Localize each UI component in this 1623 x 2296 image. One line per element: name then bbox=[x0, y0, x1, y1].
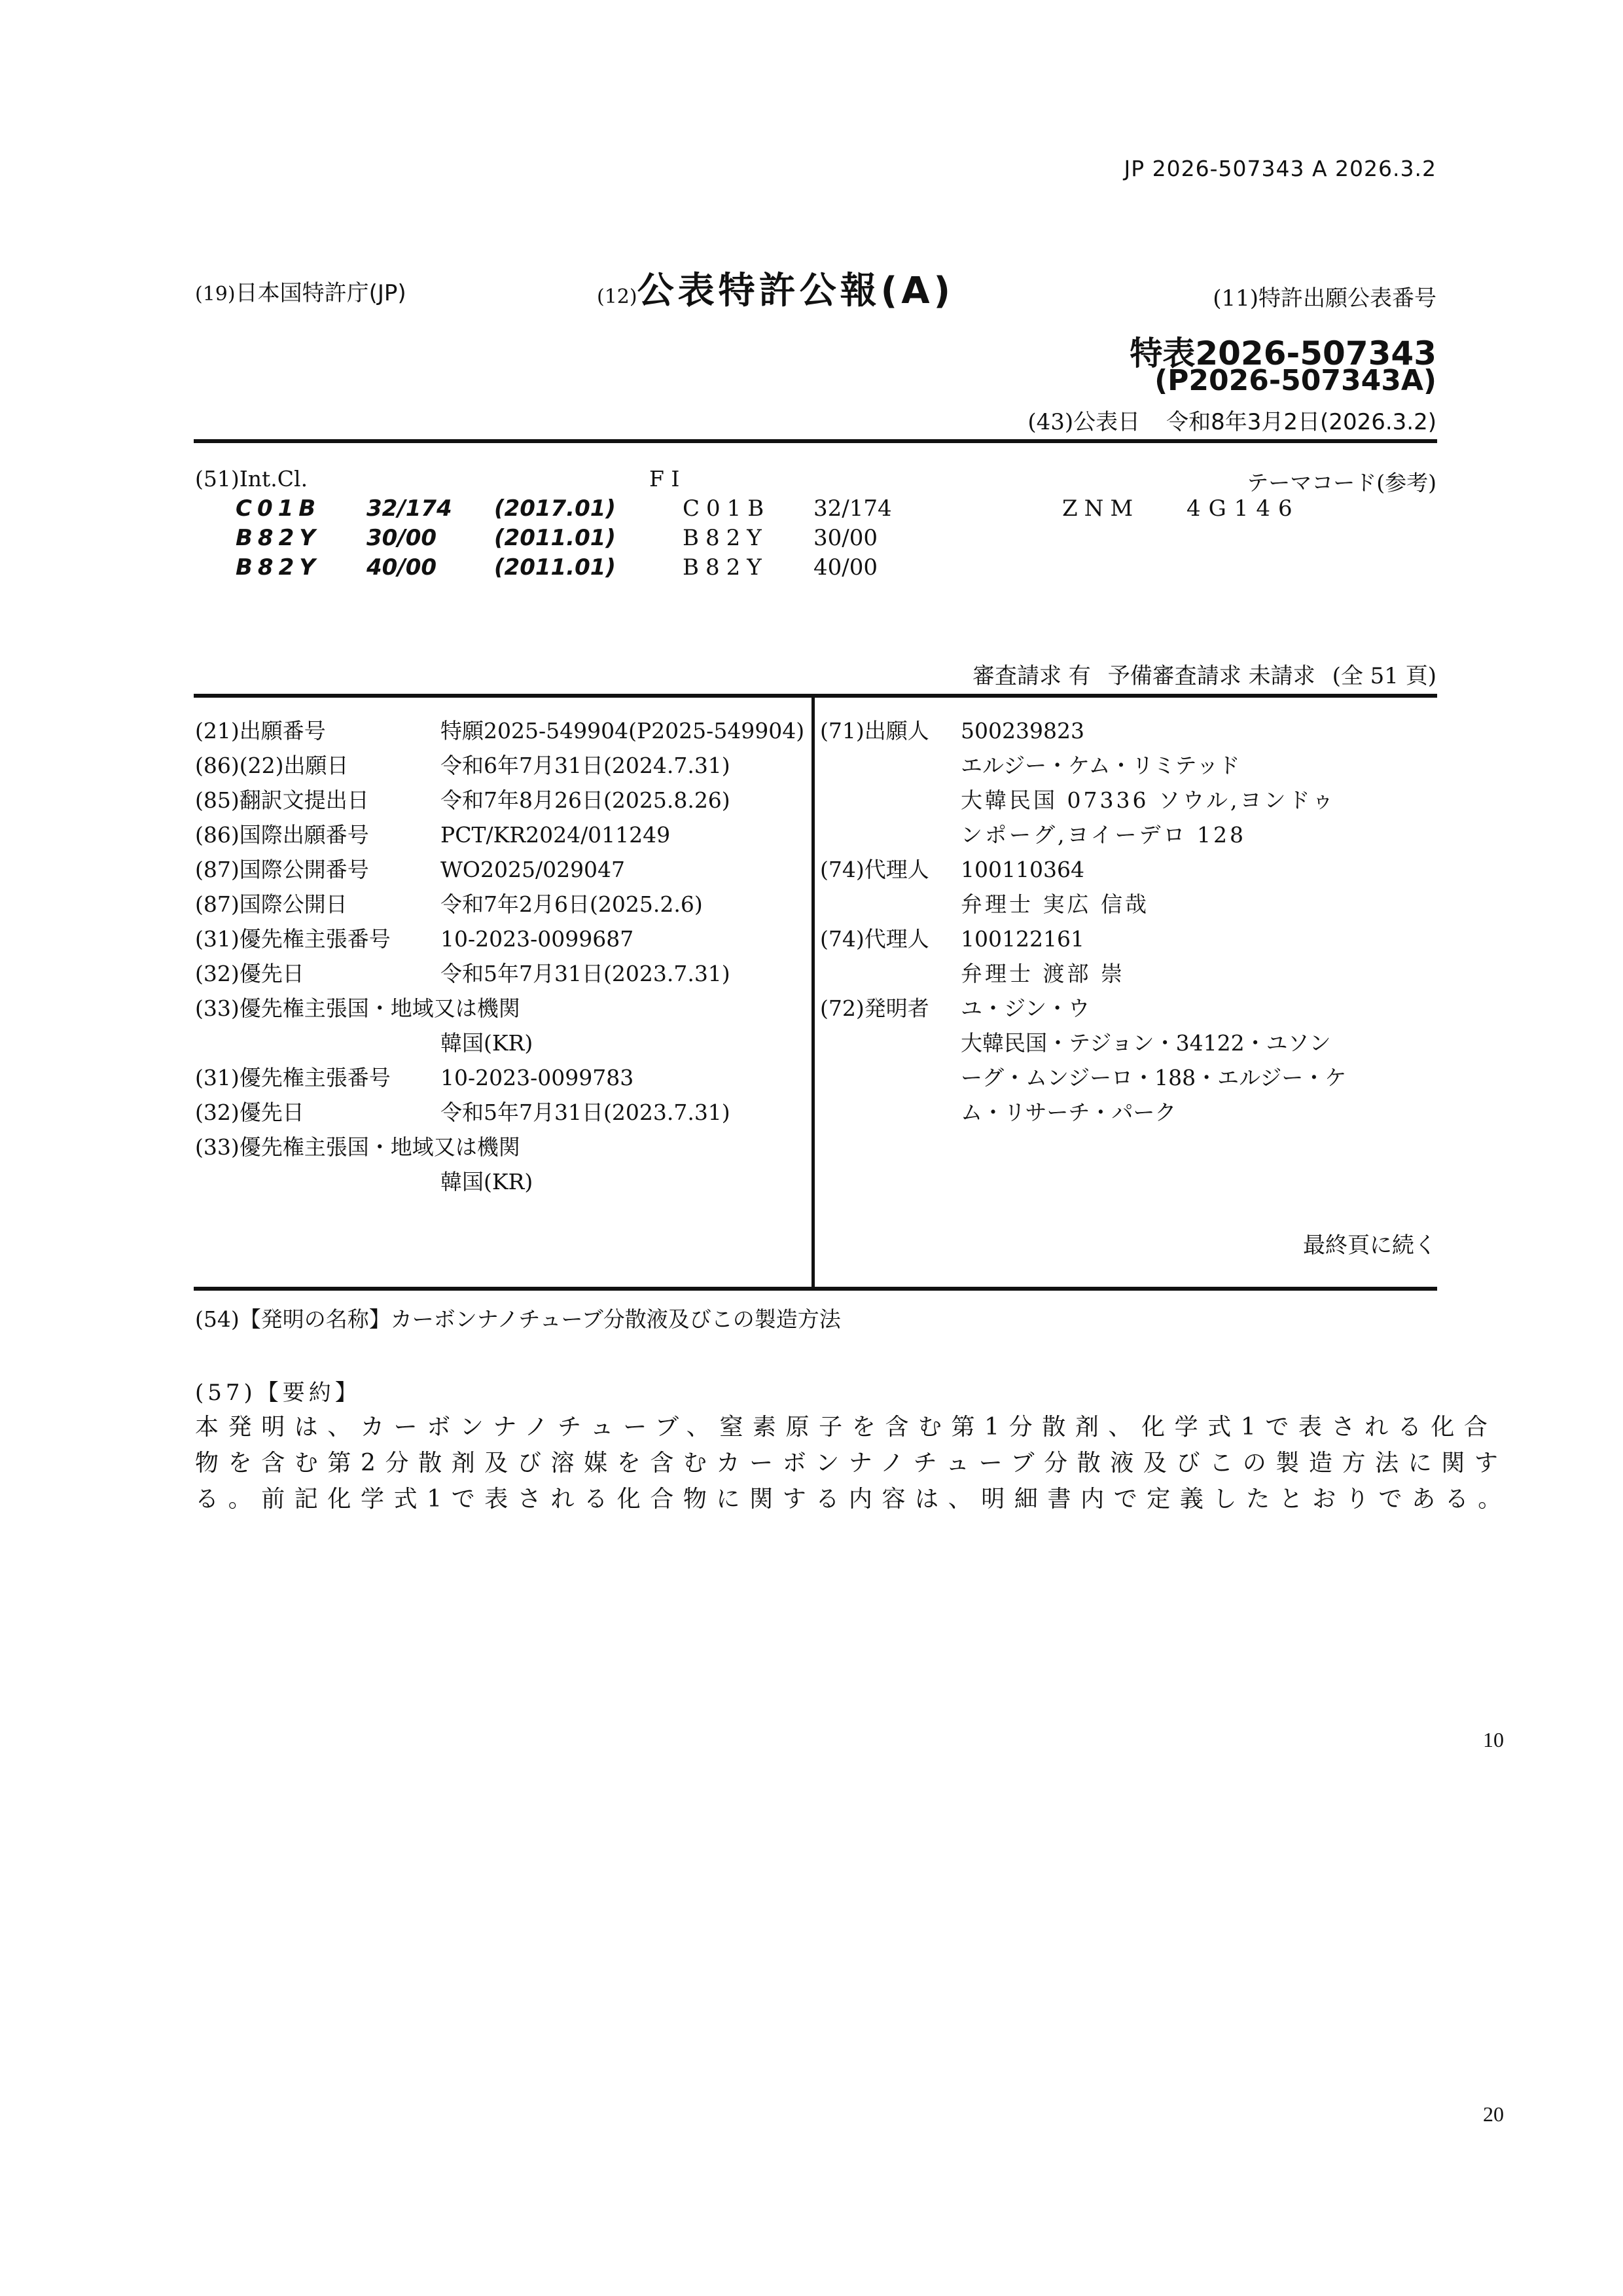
ipc-group: 32/174 bbox=[366, 495, 452, 522]
biblio-row bbox=[195, 713, 804, 748]
biblio-row bbox=[195, 922, 804, 956]
continued-on-last-page: 最終頁に続く bbox=[1303, 1232, 1436, 1259]
biblio-value: エルジー・ケム・リミテッド bbox=[961, 753, 1240, 778]
biblio-value: 令和7年2月6日(2025.2.6) bbox=[440, 891, 703, 917]
biblio-value: 令和5年7月31日(2023.7.31) bbox=[440, 961, 730, 986]
biblio-label bbox=[820, 956, 961, 991]
ipc-class: B82Y bbox=[236, 525, 321, 551]
biblio-row bbox=[195, 956, 804, 991]
theme-code-label: テーマコード(参考) bbox=[1247, 470, 1436, 495]
header-reference: JP 2026-507343 A 2026.3.2 bbox=[1124, 156, 1436, 181]
biblio-label: (87)国際公開番号 bbox=[195, 857, 369, 882]
ipc-row bbox=[236, 525, 616, 551]
ipc-version: (2011.01) bbox=[494, 554, 616, 581]
biblio-label bbox=[820, 1060, 961, 1095]
biblio-row bbox=[195, 783, 804, 817]
theme-code: 4G146 bbox=[1186, 495, 1300, 522]
fi-label: F I bbox=[649, 466, 680, 492]
biblio-label bbox=[195, 1164, 440, 1199]
biblio-value: 令和6年7月31日(2024.7.31) bbox=[440, 753, 730, 778]
biblio-row bbox=[820, 783, 1435, 817]
biblio-row bbox=[195, 887, 804, 922]
biblio-row bbox=[195, 1060, 804, 1095]
biblio-label: (32)優先日 bbox=[195, 961, 304, 986]
biblio-value: 10-2023-0099687 bbox=[440, 926, 634, 952]
abstract-line: 本発明は、カーボンナノチューブ、窒素原子を含む第1分散剤、化学式1で表される化合 bbox=[195, 1414, 1497, 1441]
biblio-row bbox=[195, 1095, 804, 1130]
biblio-row bbox=[820, 1026, 1435, 1060]
publication-date-value: 令和8年3月2日(2026.3.2) bbox=[1166, 409, 1436, 435]
biblio-row bbox=[820, 991, 1435, 1026]
biblio-row bbox=[195, 991, 804, 1026]
office-name: 日本国特許庁(JP) bbox=[235, 280, 406, 306]
biblio-label: (74)代理人 bbox=[820, 926, 929, 952]
biblio-label: (74)代理人 bbox=[820, 857, 929, 882]
biblio-row bbox=[195, 1164, 804, 1199]
biblio-row bbox=[820, 1060, 1435, 1095]
publication-number: 特表2026-507343 bbox=[1130, 334, 1436, 372]
biblio-row bbox=[820, 713, 1435, 748]
office-inid-code: (19) bbox=[195, 283, 236, 306]
abstract-line: る。前記化学式1で表される化合物に関する内容は、明細書内で定義したとおりである。 bbox=[195, 1486, 1511, 1513]
biblio-value: 弁理士 実広 信哉 bbox=[961, 891, 1149, 917]
biblio-value: 韓国(KR) bbox=[440, 1030, 533, 1056]
biblio-value: 令和7年8月26日(2025.8.26) bbox=[440, 787, 730, 813]
fi-row bbox=[683, 554, 1062, 581]
fi-row bbox=[683, 495, 1300, 522]
ipc-group: 30/00 bbox=[366, 525, 437, 551]
ipc-version: (2017.01) bbox=[494, 495, 616, 522]
issuing-office bbox=[195, 275, 406, 307]
biblio-row bbox=[195, 748, 804, 783]
biblio-label: (86)(22)出願日 bbox=[195, 753, 349, 778]
fi-group: 30/00 bbox=[813, 525, 878, 551]
fi-row bbox=[683, 525, 1062, 551]
fi-group: 40/00 bbox=[813, 554, 878, 581]
ipc-class: C01B bbox=[236, 495, 321, 522]
ipc-group: 40/00 bbox=[366, 554, 437, 581]
biblio-value: ム・リサーチ・パーク bbox=[961, 1100, 1177, 1125]
bibliographic-right bbox=[820, 713, 1435, 1130]
biblio-label bbox=[820, 748, 961, 783]
biblio-row bbox=[820, 922, 1435, 956]
column-divider bbox=[812, 698, 815, 1291]
biblio-label: (86)国際出願番号 bbox=[195, 822, 369, 848]
biblio-label: (21)出願番号 bbox=[195, 718, 326, 744]
biblio-row bbox=[820, 956, 1435, 991]
examination-status bbox=[955, 658, 1436, 690]
preliminary-examination: 予備審査請求 未請求 bbox=[1107, 663, 1315, 689]
page-count: (全 51 頁) bbox=[1332, 663, 1436, 689]
biblio-value: 韓国(KR) bbox=[440, 1169, 533, 1194]
examination-request: 審査請求 有 bbox=[972, 663, 1091, 689]
fi-class: B82Y bbox=[683, 554, 768, 581]
fi-group: 32/174 bbox=[813, 495, 892, 522]
biblio-value: PCT/KR2024/011249 bbox=[440, 822, 671, 848]
biblio-row bbox=[820, 887, 1435, 922]
biblio-value: 100122161 bbox=[961, 926, 1084, 952]
abstract-body bbox=[195, 1409, 1511, 1517]
divider-rule bbox=[194, 694, 1437, 698]
publication-number-label: (11)特許出願公表番号 bbox=[1213, 285, 1436, 312]
invention-title: (54)【発明の名称】カーボンナノチューブ分散液及びこの製造方法 bbox=[195, 1306, 841, 1332]
biblio-label: (33)優先権主張国・地域又は機関 bbox=[195, 1134, 520, 1160]
publication-number-alt: (P2026-507343A) bbox=[1154, 364, 1436, 397]
biblio-value: ユ・ジン・ウ bbox=[961, 996, 1090, 1021]
biblio-row bbox=[820, 817, 1435, 852]
biblio-label bbox=[820, 783, 961, 817]
biblio-label: (32)優先日 bbox=[195, 1100, 304, 1125]
biblio-value: 500239823 bbox=[961, 718, 1084, 744]
biblio-label: (71)出願人 bbox=[820, 718, 929, 744]
biblio-label: (85)翻訳文提出日 bbox=[195, 787, 369, 813]
ipc-row bbox=[236, 495, 616, 522]
ipc-label: (51)Int.Cl. bbox=[195, 466, 308, 492]
biblio-label bbox=[195, 1026, 440, 1060]
biblio-value: 100110364 bbox=[961, 857, 1084, 882]
line-number: 10 bbox=[1483, 1728, 1504, 1751]
biblio-value: 大韓民国 07336 ソウル,ヨンドゥ bbox=[961, 787, 1336, 813]
biblio-value: ーグ・ムンジーロ・188・エルジー・ケ bbox=[961, 1065, 1347, 1090]
fi-class: C01B bbox=[683, 495, 771, 522]
biblio-row bbox=[195, 1026, 804, 1060]
biblio-label: (31)優先権主張番号 bbox=[195, 926, 391, 952]
biblio-label bbox=[820, 817, 961, 852]
biblio-row bbox=[195, 852, 804, 887]
biblio-value: ンポーグ,ヨイーデロ 128 bbox=[961, 822, 1246, 848]
publication-date bbox=[1027, 404, 1436, 436]
kind-inid-code: (12) bbox=[597, 285, 637, 308]
ipc-version: (2011.01) bbox=[494, 525, 616, 551]
biblio-value: 10-2023-0099783 bbox=[440, 1065, 634, 1090]
biblio-label: (31)優先権主張番号 bbox=[195, 1065, 391, 1090]
biblio-value bbox=[520, 991, 804, 1026]
line-number: 20 bbox=[1483, 2102, 1504, 2126]
biblio-label: (33)優先権主張国・地域又は機関 bbox=[195, 996, 520, 1021]
divider-rule bbox=[194, 439, 1437, 443]
biblio-label bbox=[820, 1095, 961, 1130]
divider-rule bbox=[194, 1287, 1437, 1291]
biblio-label: (87)国際公開日 bbox=[195, 891, 348, 917]
biblio-row bbox=[820, 748, 1435, 783]
biblio-label bbox=[820, 887, 961, 922]
biblio-label: (72)発明者 bbox=[820, 996, 929, 1021]
publication-date-label: (43)公表日 bbox=[1027, 409, 1141, 435]
biblio-value: 大韓民国・テジョン・34122・ユソン bbox=[961, 1030, 1331, 1056]
ipc-row bbox=[236, 554, 616, 581]
abstract-heading: (57)【要約】 bbox=[195, 1380, 361, 1406]
kind-title: 公表特許公報(A) bbox=[637, 270, 955, 312]
ipc-class: B82Y bbox=[236, 554, 321, 581]
fi-class: B82Y bbox=[683, 525, 768, 551]
abstract-line: 物を含む第2分散剤及び溶媒を含むカーボンナノチューブ分散液及びこの製造方法に関す bbox=[195, 1450, 1508, 1477]
bibliographic-left bbox=[195, 713, 804, 1199]
biblio-value bbox=[520, 1130, 804, 1164]
biblio-value: 弁理士 渡部 崇 bbox=[961, 961, 1125, 986]
fi-extra: ZNM bbox=[1062, 495, 1140, 522]
biblio-value: WO2025/029047 bbox=[440, 857, 626, 882]
biblio-row bbox=[195, 1130, 804, 1164]
biblio-value: 令和5年7月31日(2023.7.31) bbox=[440, 1100, 730, 1125]
biblio-value: 特願2025-549904(P2025-549904) bbox=[440, 718, 805, 744]
document-kind bbox=[597, 262, 954, 314]
biblio-row bbox=[820, 852, 1435, 887]
biblio-row bbox=[820, 1095, 1435, 1130]
biblio-row bbox=[195, 817, 804, 852]
biblio-label bbox=[820, 1026, 961, 1060]
